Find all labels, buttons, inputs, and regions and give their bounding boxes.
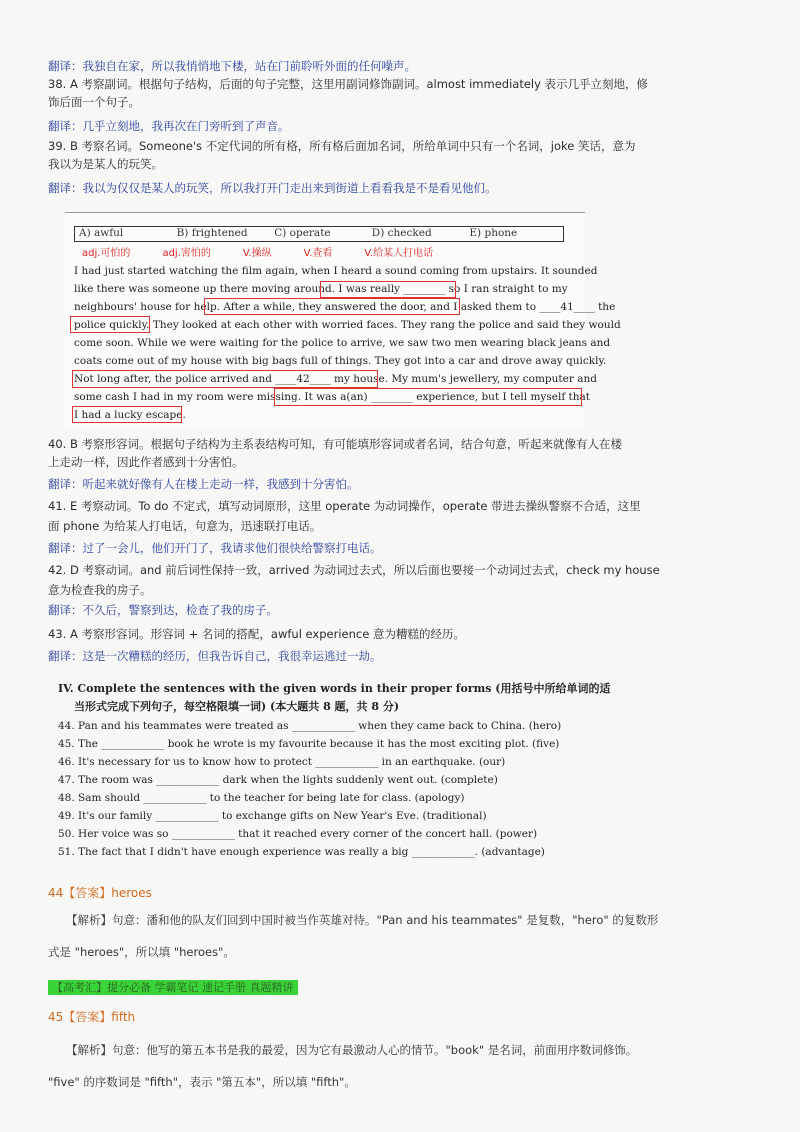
red-mark-box bbox=[204, 298, 460, 315]
option-b: B) frightened bbox=[176, 227, 248, 239]
explanation-38: 38. A 考察副词。根据句子结构，后面的句子完整，这里用副词修饰副词。almost immediately 表示几乎立刻地，修 bbox=[48, 77, 649, 91]
red-mark-box bbox=[72, 370, 378, 388]
question-47: 47. The room was ____________ dark when the lights suddenly went out. (complete) bbox=[58, 774, 498, 786]
red-mark-box bbox=[70, 316, 150, 333]
explanation-41-cont: 面 phone 为给某人打电话，句意为，迅速联打电话。 bbox=[48, 519, 322, 533]
explanation-43: 43. A 考察形容词。形容词 + 名词的搭配，awful experience 意为糟糕的经历。 bbox=[48, 627, 465, 641]
passage-line: some cash I had in my room were missing. It was a(an) ________ experience, but I tell myself that bbox=[74, 391, 591, 403]
answer-45: 45【答案】fifth bbox=[48, 1010, 136, 1024]
explanation-42: 42. D 考察动词。and 前后词性保持一致，arrived 为动词过去式，所以后面也要接一个动词过去式，check my house bbox=[48, 563, 660, 577]
passage-line: come soon. While we were waiting for the police to arrive, we saw two men wearing black jeans and bbox=[74, 337, 611, 349]
explanation-38-cont: 饰后面一个句子。 bbox=[48, 95, 140, 109]
passage-line: I had a lucky escape. bbox=[74, 409, 186, 421]
red-mark-box bbox=[72, 406, 182, 423]
answer-44: 44【答案】heroes bbox=[48, 886, 152, 900]
analysis-44-cont: 式是 "heroes"，所以填 "heroes"。 bbox=[48, 945, 235, 959]
explanation-40: 40. B 考察形容词。根据句子结构为主系表结构可知，有可能填形容词或者名词，结合句意，听起来就像有人在楼 bbox=[48, 437, 622, 451]
option-c: C) operate bbox=[274, 227, 331, 239]
option-d: D) checked bbox=[371, 227, 432, 239]
option-e: E) phone bbox=[469, 227, 518, 239]
highlight-text: 【高考汇】提分必备 学霸笔记 速记手册 真题精讲 bbox=[48, 980, 298, 995]
question-45: 45. The ____________ book he wrote is my favourite because it has the most exciting plot. (five) bbox=[58, 738, 560, 750]
analysis-44: 【解析】句意：潘和他的队友们回到中国时被当作英雄对待。"Pan and his teammates" 是复数，"hero" 的复数形 bbox=[66, 913, 659, 927]
note-b: adj.害怕的 bbox=[162, 248, 211, 259]
question-50: 50. Her voice was so ____________ that it reached every corner of the concert hall. (power) bbox=[58, 828, 538, 840]
analysis-45: 【解析】句意：他写的第五本书是我的最爱，因为它有最激动人心的情节。"book" 是名词，前面用序数词修饰。 bbox=[66, 1043, 638, 1057]
question-49: 49. It's our family ____________ to exchange gifts on New Year's Eve. (traditional) bbox=[58, 810, 487, 822]
option-a: A) awful bbox=[79, 227, 124, 239]
highlight-banner bbox=[48, 976, 298, 995]
question-46: 46. It's necessary for us to know how to protect ____________ in an earthquake. (our) bbox=[58, 756, 506, 768]
passage-line: Not long after, the police arrived and ____42____ my house. My mum's jewellery, my computer and bbox=[74, 373, 597, 385]
passage-line: police quickly. They looked at each other with worried faces. They rang the police and said they would bbox=[74, 319, 621, 331]
translation-40: 翻译：听起来就好像有人在楼上走动一样，我感到十分害怕。 bbox=[48, 477, 359, 491]
passage-line: like there was someone up there moving around. I was really ________ so I ran straight to my bbox=[74, 283, 568, 295]
note-a: adj.可怕的 bbox=[82, 248, 131, 259]
translation-43: 翻译：这是一次糟糕的经历，但我告诉自己，我很幸运逃过一劫。 bbox=[48, 649, 382, 663]
translation-42: 翻译：不久后，警察到达，检查了我的房子。 bbox=[48, 603, 278, 617]
explanation-39-cont: 我以为是某人的玩笑。 bbox=[48, 157, 163, 171]
passage-line: I had just started watching the film again, when I heard a sound coming from upstairs. It sounded bbox=[74, 265, 598, 277]
note-d: V.查看 bbox=[303, 248, 333, 259]
translation-39: 翻译：我以为仅仅是某人的玩笑，所以我打开门走出来到街道上看看我是不是看见他们。 bbox=[48, 181, 497, 195]
analysis-45-cont: "five" 的序数词是 "fifth"，表示 "第五本"，所以填 "fifth"。 bbox=[48, 1075, 356, 1089]
explanation-39: 39. B 考察名词。Someone's 不定代词的所有格，所有格后面加名词，所给单词中只有一个名词，joke 笑话，意为 bbox=[48, 139, 636, 153]
question-51: 51. The fact that I didn't have enough experience was really a big ____________. (advantage) bbox=[58, 846, 545, 858]
red-mark-box bbox=[320, 281, 456, 298]
options-row bbox=[74, 226, 564, 242]
translation-38: 翻译：几乎立刻地，我再次在门旁听到了声音。 bbox=[48, 119, 290, 133]
note-c: V.操纵 bbox=[242, 248, 272, 259]
explanation-42-cont: 意为检查我的房子。 bbox=[48, 583, 152, 597]
section-subtitle: 当形式完成下列句子，每空格限填一词) (本大题共 8 题，共 8 分) bbox=[74, 700, 400, 713]
translation-37: 翻译：我独自在家，所以我悄悄地下楼，站在门前聆听外面的任何噪声。 bbox=[48, 59, 416, 73]
section-title: IV. Complete the sentences with the given words in their proper forms (用括号中所给单词的适 bbox=[58, 682, 611, 695]
passage-line: neighbours' house for help. After a while, they answered the door, and I asked them to ____41____ the bbox=[74, 301, 616, 313]
handwritten-notes bbox=[82, 244, 433, 259]
question-48: 48. Sam should ____________ to the teacher for being late for class. (apology) bbox=[58, 792, 465, 804]
passage-line: coats come out of my house with big bags full of things. They got into a car and drove away quickly. bbox=[74, 355, 607, 367]
explanation-40-cont: 上走动一样，因此作者感到十分害怕。 bbox=[48, 455, 244, 469]
explanation-41: 41. E 考察动词。To do 不定式，填写动词原形，这里 operate 为动词操作，operate 带进去操纵警察不合适，这里 bbox=[48, 499, 641, 513]
note-e: V.给某人打电话 bbox=[364, 248, 434, 259]
question-44: 44. Pan and his teammates were treated as ____________ when they came back to China. (hero) bbox=[58, 720, 562, 732]
translation-41: 翻译：过了一会儿，他们开门了，我请求他们很快给警察打电话。 bbox=[48, 541, 382, 555]
red-mark-box bbox=[274, 388, 582, 406]
